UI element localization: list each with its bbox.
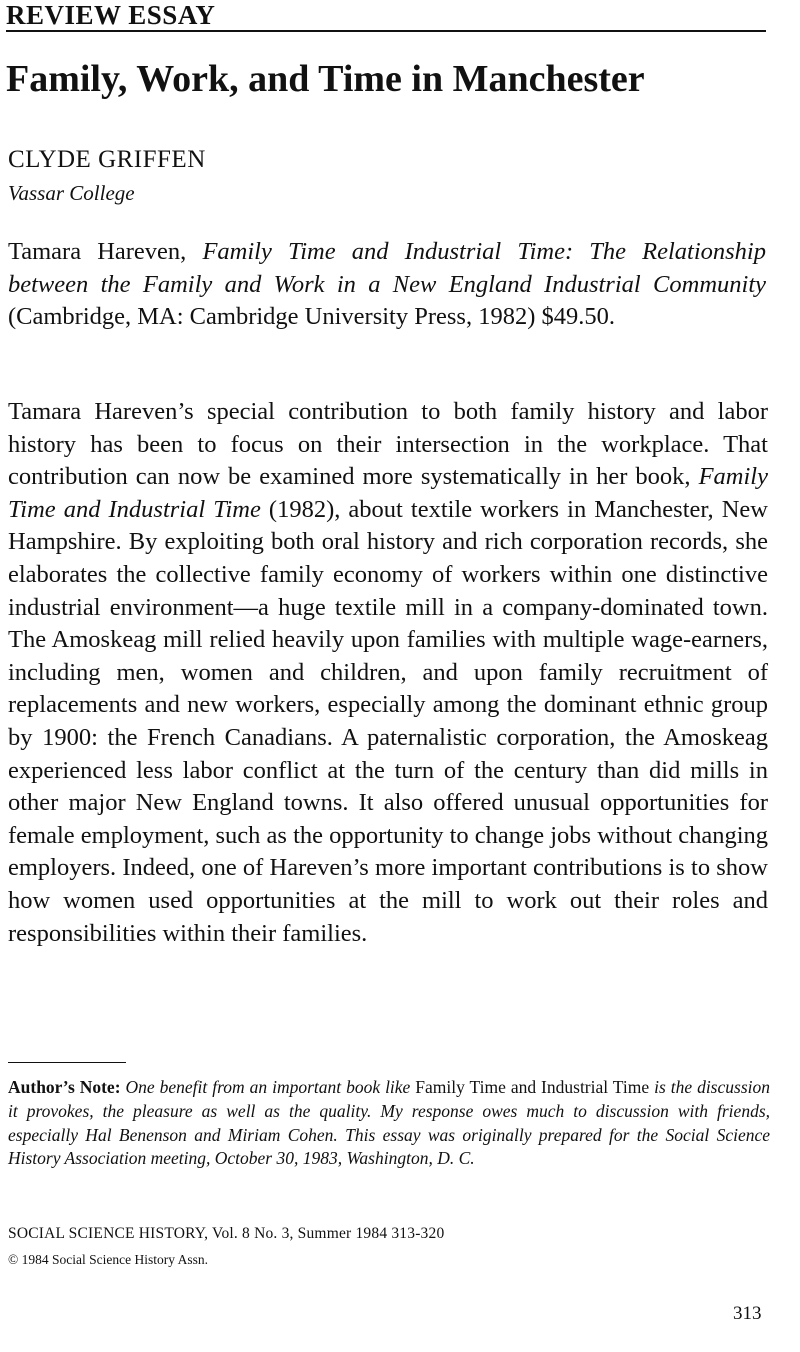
body-book-title: Family Time and Industrial Time <box>8 463 768 523</box>
note-book-title: Family Time and Industrial Time <box>415 1077 650 1097</box>
body-paragraph <box>8 396 768 950</box>
citation-publication: (Cambridge, MA: Cambridge University Press, 1982) $49.50. <box>8 303 615 330</box>
body-text-b: (1982), about textile workers in Manchester, New Hampshire. By exploiting both oral history and rich corporation records, she elaborates the collective family economy of workers within one distinctive industrial environment—a huge textile mill in a company-dominated town. The Amoskeag mill relied heavily upon families with multiple wage-earners, including men, women and children, and upon family recruitment of replacements and new workers, especially among the dominant ethnic group by 1900: the French Canadians. A paternalistic corporation, the Amoskeag experienced less labor conflict at the turn of the century than did mills in other major New England towns. It also offered unusual opportunities for female employment, such as the opportunity to change jobs without changing employers. Indeed, one of Hareven’s more important contributions is to show how women used opportunities at the mill to work out their roles and responsibilities within their families. <box>8 495 769 947</box>
section-label: REVIEW ESSAY <box>6 0 216 30</box>
note-text-b: is the discussion it provokes, the pleasure as well as the quality. My response owes much to discussion with friends, especially Hal Benenson and Miriam Cohen. This essay was originally prepared for the Social Science History Association meeting, October 30, 1983, Washington, D. C. <box>8 1077 770 1169</box>
body-text-a: Tamara Hareven’s special contribution to both family history and labor history has been to focus on their intersection in the workplace. That contribution can now be examined more systematically in her book, <box>8 398 768 491</box>
book-citation <box>8 236 766 334</box>
author-affiliation: Vassar College <box>8 181 135 205</box>
citation-book-title: Family Time and Industrial Time: The Relationship between the Family and Work in a New England Industrial Community <box>8 238 766 298</box>
note-label: Author’s Note: <box>8 1077 121 1097</box>
author-name: CLYDE GRIFFEN <box>8 146 206 173</box>
copyright-line: © 1984 Social Science History Assn. <box>8 1252 208 1267</box>
journal-citation: SOCIAL SCIENCE HISTORY, Vol. 8 No. 3, Summer 1984 313-320 <box>8 1225 445 1242</box>
page-number: 313 <box>733 1303 762 1324</box>
article-title: Family, Work, and Time in Manchester <box>6 58 645 100</box>
note-text-a: One benefit from an important book like <box>120 1077 416 1097</box>
footnote-rule <box>8 1062 126 1063</box>
header-rule <box>6 30 766 32</box>
citation-author: Tamara Hareven, <box>8 238 203 265</box>
authors-note <box>8 1076 770 1171</box>
